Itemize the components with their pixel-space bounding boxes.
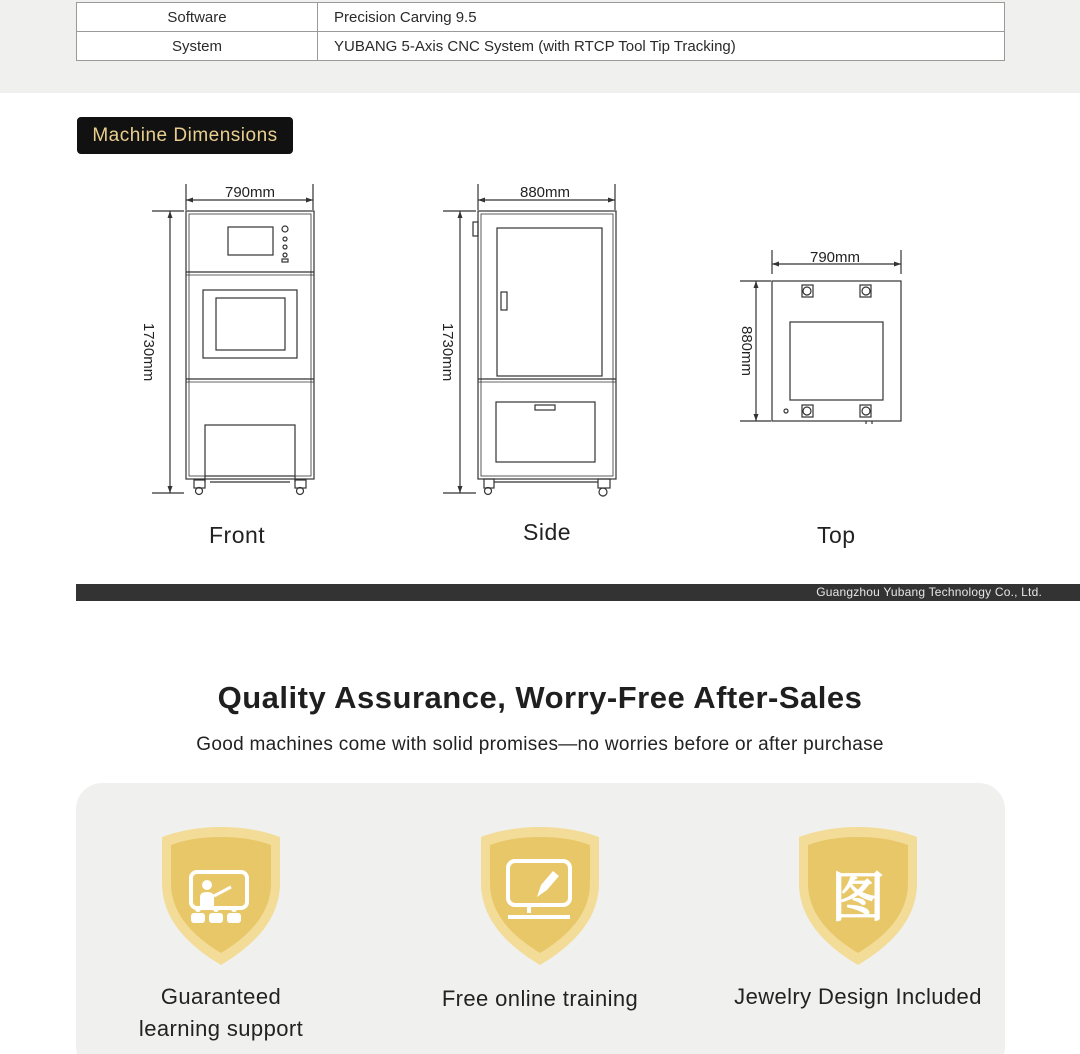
company-footer-bar	[76, 584, 1080, 601]
top-width-label: 790mm	[809, 249, 861, 266]
front-height-label: 1730mm	[140, 322, 157, 382]
top-view-label: Top	[817, 522, 856, 548]
side-view-label: Side	[523, 519, 572, 545]
qa-card-online-training	[400, 825, 680, 1015]
front-width-label: 790mm	[224, 184, 276, 201]
table-row	[77, 32, 1005, 61]
qa-card-learning-support	[81, 825, 361, 1045]
dimension-drawings	[0, 170, 1080, 510]
spec-key: Software	[77, 3, 318, 32]
spec-band	[0, 0, 1080, 93]
qa-panel	[76, 783, 1005, 1054]
design-glyph-icon	[795, 825, 921, 967]
side-width-label: 880mm	[519, 184, 571, 201]
dimensions-badge: Machine Dimensions	[77, 117, 293, 154]
qa-card-label: Free online training	[441, 986, 639, 1011]
qa-card-label: learning support	[138, 1016, 304, 1041]
qa-subtitle: Good machines come with solid promises—no worries before or after purchase	[196, 734, 884, 755]
design-glyph: 图	[831, 866, 885, 929]
side-height-label: 1730mm	[439, 322, 456, 382]
side-view-drawing	[439, 184, 616, 496]
qa-title: Quality Assurance, Worry-Free After-Sales	[217, 680, 863, 715]
front-view-drawing	[140, 184, 314, 495]
monitor-pen-icon	[477, 825, 603, 967]
spec-key: System	[77, 32, 318, 61]
qa-card-label: Guaranteed	[160, 984, 282, 1009]
spec-table	[76, 2, 1005, 61]
qa-card-label: Jewelry Design Included	[734, 984, 982, 1009]
company-name: Guangzhou Yubang Technology Co., Ltd.	[816, 585, 1042, 599]
top-view-drawing	[738, 249, 901, 424]
spec-value: Precision Carving 9.5	[318, 3, 1005, 32]
front-view-label: Front	[209, 522, 266, 548]
table-row	[77, 3, 1005, 32]
qa-card-design-included	[718, 825, 998, 1013]
top-depth-label: 880mm	[738, 325, 755, 377]
teacher-board-icon	[158, 825, 284, 967]
spec-value: YUBANG 5-Axis CNC System (with RTCP Tool Tip Tracking)	[318, 32, 1005, 61]
